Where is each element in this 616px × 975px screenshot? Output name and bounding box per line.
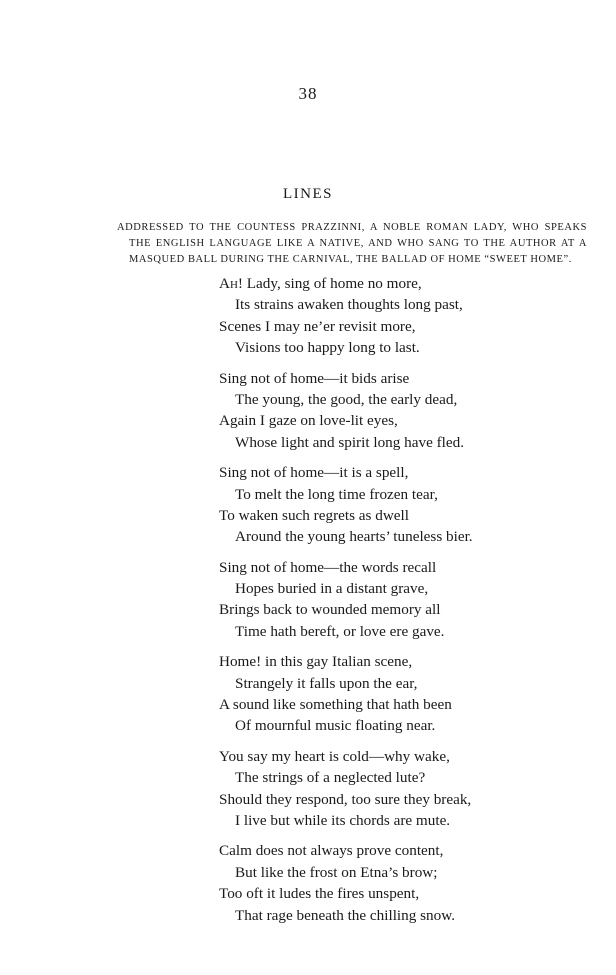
poem-line: Brings back to wounded memory all	[219, 601, 441, 619]
poem-line: The young, the good, the early dead,	[235, 390, 458, 408]
poem-line: Calm does not always prove content,	[219, 842, 444, 860]
poem-line: But like the frost on Etna’s brow;	[235, 863, 438, 881]
poem-line: Its strains awaken thoughts long past,	[235, 296, 463, 314]
poem-line: Around the young hearts’ tuneless bier.	[235, 528, 473, 546]
poem-line: Home! in this gay Italian scene,	[219, 653, 413, 671]
poem-line: Sing not of home—the words recall	[219, 558, 437, 576]
poem-line: Strangely it falls upon the ear,	[235, 674, 418, 692]
first-word: Ah	[219, 275, 238, 292]
poem-line: Visions too happy long to last.	[235, 339, 420, 357]
poem-line: That rage beneath the chilling snow.	[235, 906, 456, 924]
poem-title: LINES	[283, 186, 333, 202]
stanza-5	[219, 651, 599, 737]
poem-line	[219, 273, 599, 294]
stanza-3	[219, 462, 599, 548]
poem-line: Sing not of home—it bids arise	[219, 369, 410, 387]
poem-line: Hopes buried in a distant grave,	[235, 580, 429, 598]
poem-line: I live but while its chords are mute.	[235, 811, 451, 829]
poem-line: Sing not of home—it is a spell,	[219, 464, 409, 482]
stanza-2	[219, 368, 599, 454]
poem-line: Scenes I may ne’er revisit more,	[219, 317, 416, 335]
poem-line: Should they respond, too sure they break,	[219, 790, 472, 808]
stanza-6	[219, 746, 599, 832]
poem-line: Of mournful music floating near.	[235, 717, 436, 735]
stanza-4	[219, 557, 599, 643]
poem-line: Time hath bereft, or love ere gave.	[235, 622, 445, 640]
poem-body	[219, 273, 599, 935]
page-number: 38	[298, 84, 318, 103]
stanza-1	[219, 273, 599, 359]
poem-line: To waken such regrets as dwell	[219, 506, 409, 524]
poem-line: Too oft it ludes the fires unspent,	[219, 885, 420, 903]
poem-line: The strings of a neglected lute?	[235, 769, 426, 787]
poem-line: A sound like something that hath been	[219, 696, 452, 714]
poem-line: You say my heart is cold—why wake,	[219, 747, 450, 765]
stanza-7	[219, 840, 599, 926]
poem-line: To melt the long time frozen tear,	[235, 485, 438, 503]
poem-dedication: ADDRESSED TO THE COUNTESS PRAZZINNI, A NOBLE ROMAN LADY, WHO SPEAKS THE ENGLISH LANGUAGE LIKE A NATIVE, AND WHO SANG TO THE AUTHOR AT A MASQUED BALL DURING THE CARNIVAL, THE BALLAD OF HOME “SWEET HOME”.	[117, 222, 587, 265]
first-line-rest: ! Lady, sing of home no more,	[237, 275, 422, 292]
poem-line: Again I gaze on love-lit eyes,	[219, 412, 398, 430]
poem-line: Whose light and spirit long have fled.	[235, 433, 465, 451]
